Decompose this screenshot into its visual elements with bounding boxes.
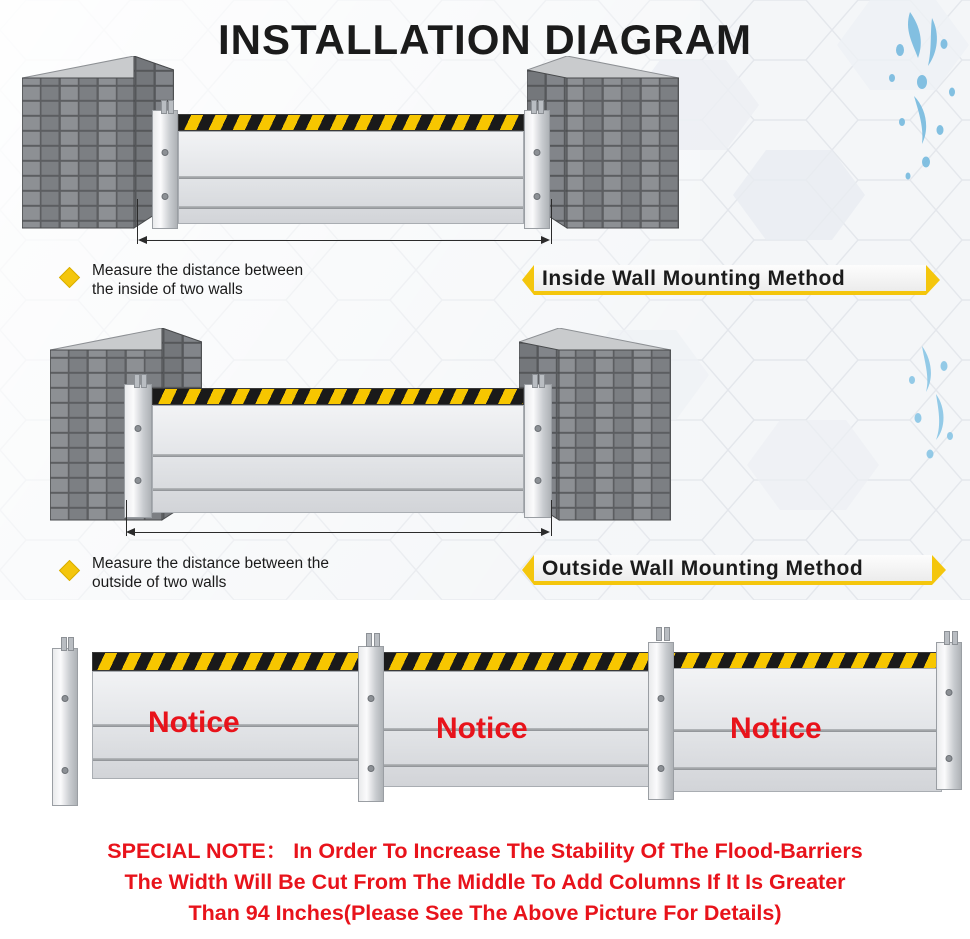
barrier-post-left-inside xyxy=(152,110,178,229)
barrier-panel-stack-inside xyxy=(178,114,524,224)
measure-caption-inside-line1: Measure the distance between xyxy=(92,262,304,279)
measure-caption-outside-line2: outside of two walls xyxy=(92,574,227,592)
notice-label-2: Notice xyxy=(436,712,528,745)
method-banner-inside-label: Inside Wall Mounting Method xyxy=(542,267,846,290)
barrier-panel-stack-outside xyxy=(152,388,524,513)
barrier-post-right-inside xyxy=(524,110,550,229)
special-note-line2: The Width Will Be Cut From The Middle To Add Columns If It Is Greater xyxy=(124,870,846,895)
measure-caption-inside xyxy=(92,261,422,300)
flood-barrier-outside xyxy=(124,378,552,518)
brick-pillar-left-inside xyxy=(22,56,172,236)
notice-label-1: Notice xyxy=(148,706,240,739)
method-banner-outside xyxy=(534,555,932,585)
long-flood-barrier xyxy=(40,636,930,808)
barrier-post-4 xyxy=(936,642,962,790)
measure-caption-outside xyxy=(92,554,452,593)
method-banner-inside xyxy=(534,265,926,295)
measure-caption-outside-line1: Measure the distance between the xyxy=(92,555,329,572)
barrier-post-1 xyxy=(52,648,78,806)
page-title: INSTALLATION DIAGRAM xyxy=(217,16,753,63)
barrier-panels-inside xyxy=(178,131,524,224)
measure-caption-inside-line2: the inside of two walls xyxy=(92,281,243,299)
notice-label-3: Notice xyxy=(730,712,822,745)
method-banner-outside-label: Outside Wall Mounting Method xyxy=(542,557,864,580)
special-note-line3: Than 94 Inches(Please See The Above Picture For Details) xyxy=(188,901,782,926)
flood-barrier-inside xyxy=(152,104,550,229)
barrier-panels-outside xyxy=(152,405,524,513)
hazard-stripe-outside xyxy=(152,388,524,405)
barrier-post-2 xyxy=(358,646,384,802)
hazard-stripe-inside xyxy=(178,114,524,131)
special-note-line1: SPECIAL NOTE： In Order To Increase The Stability Of The Flood-Barriers xyxy=(107,839,863,863)
special-note xyxy=(0,836,970,930)
barrier-post-left-outside xyxy=(124,384,152,518)
barrier-post-3 xyxy=(648,642,674,800)
barrier-post-right-outside xyxy=(524,384,552,518)
